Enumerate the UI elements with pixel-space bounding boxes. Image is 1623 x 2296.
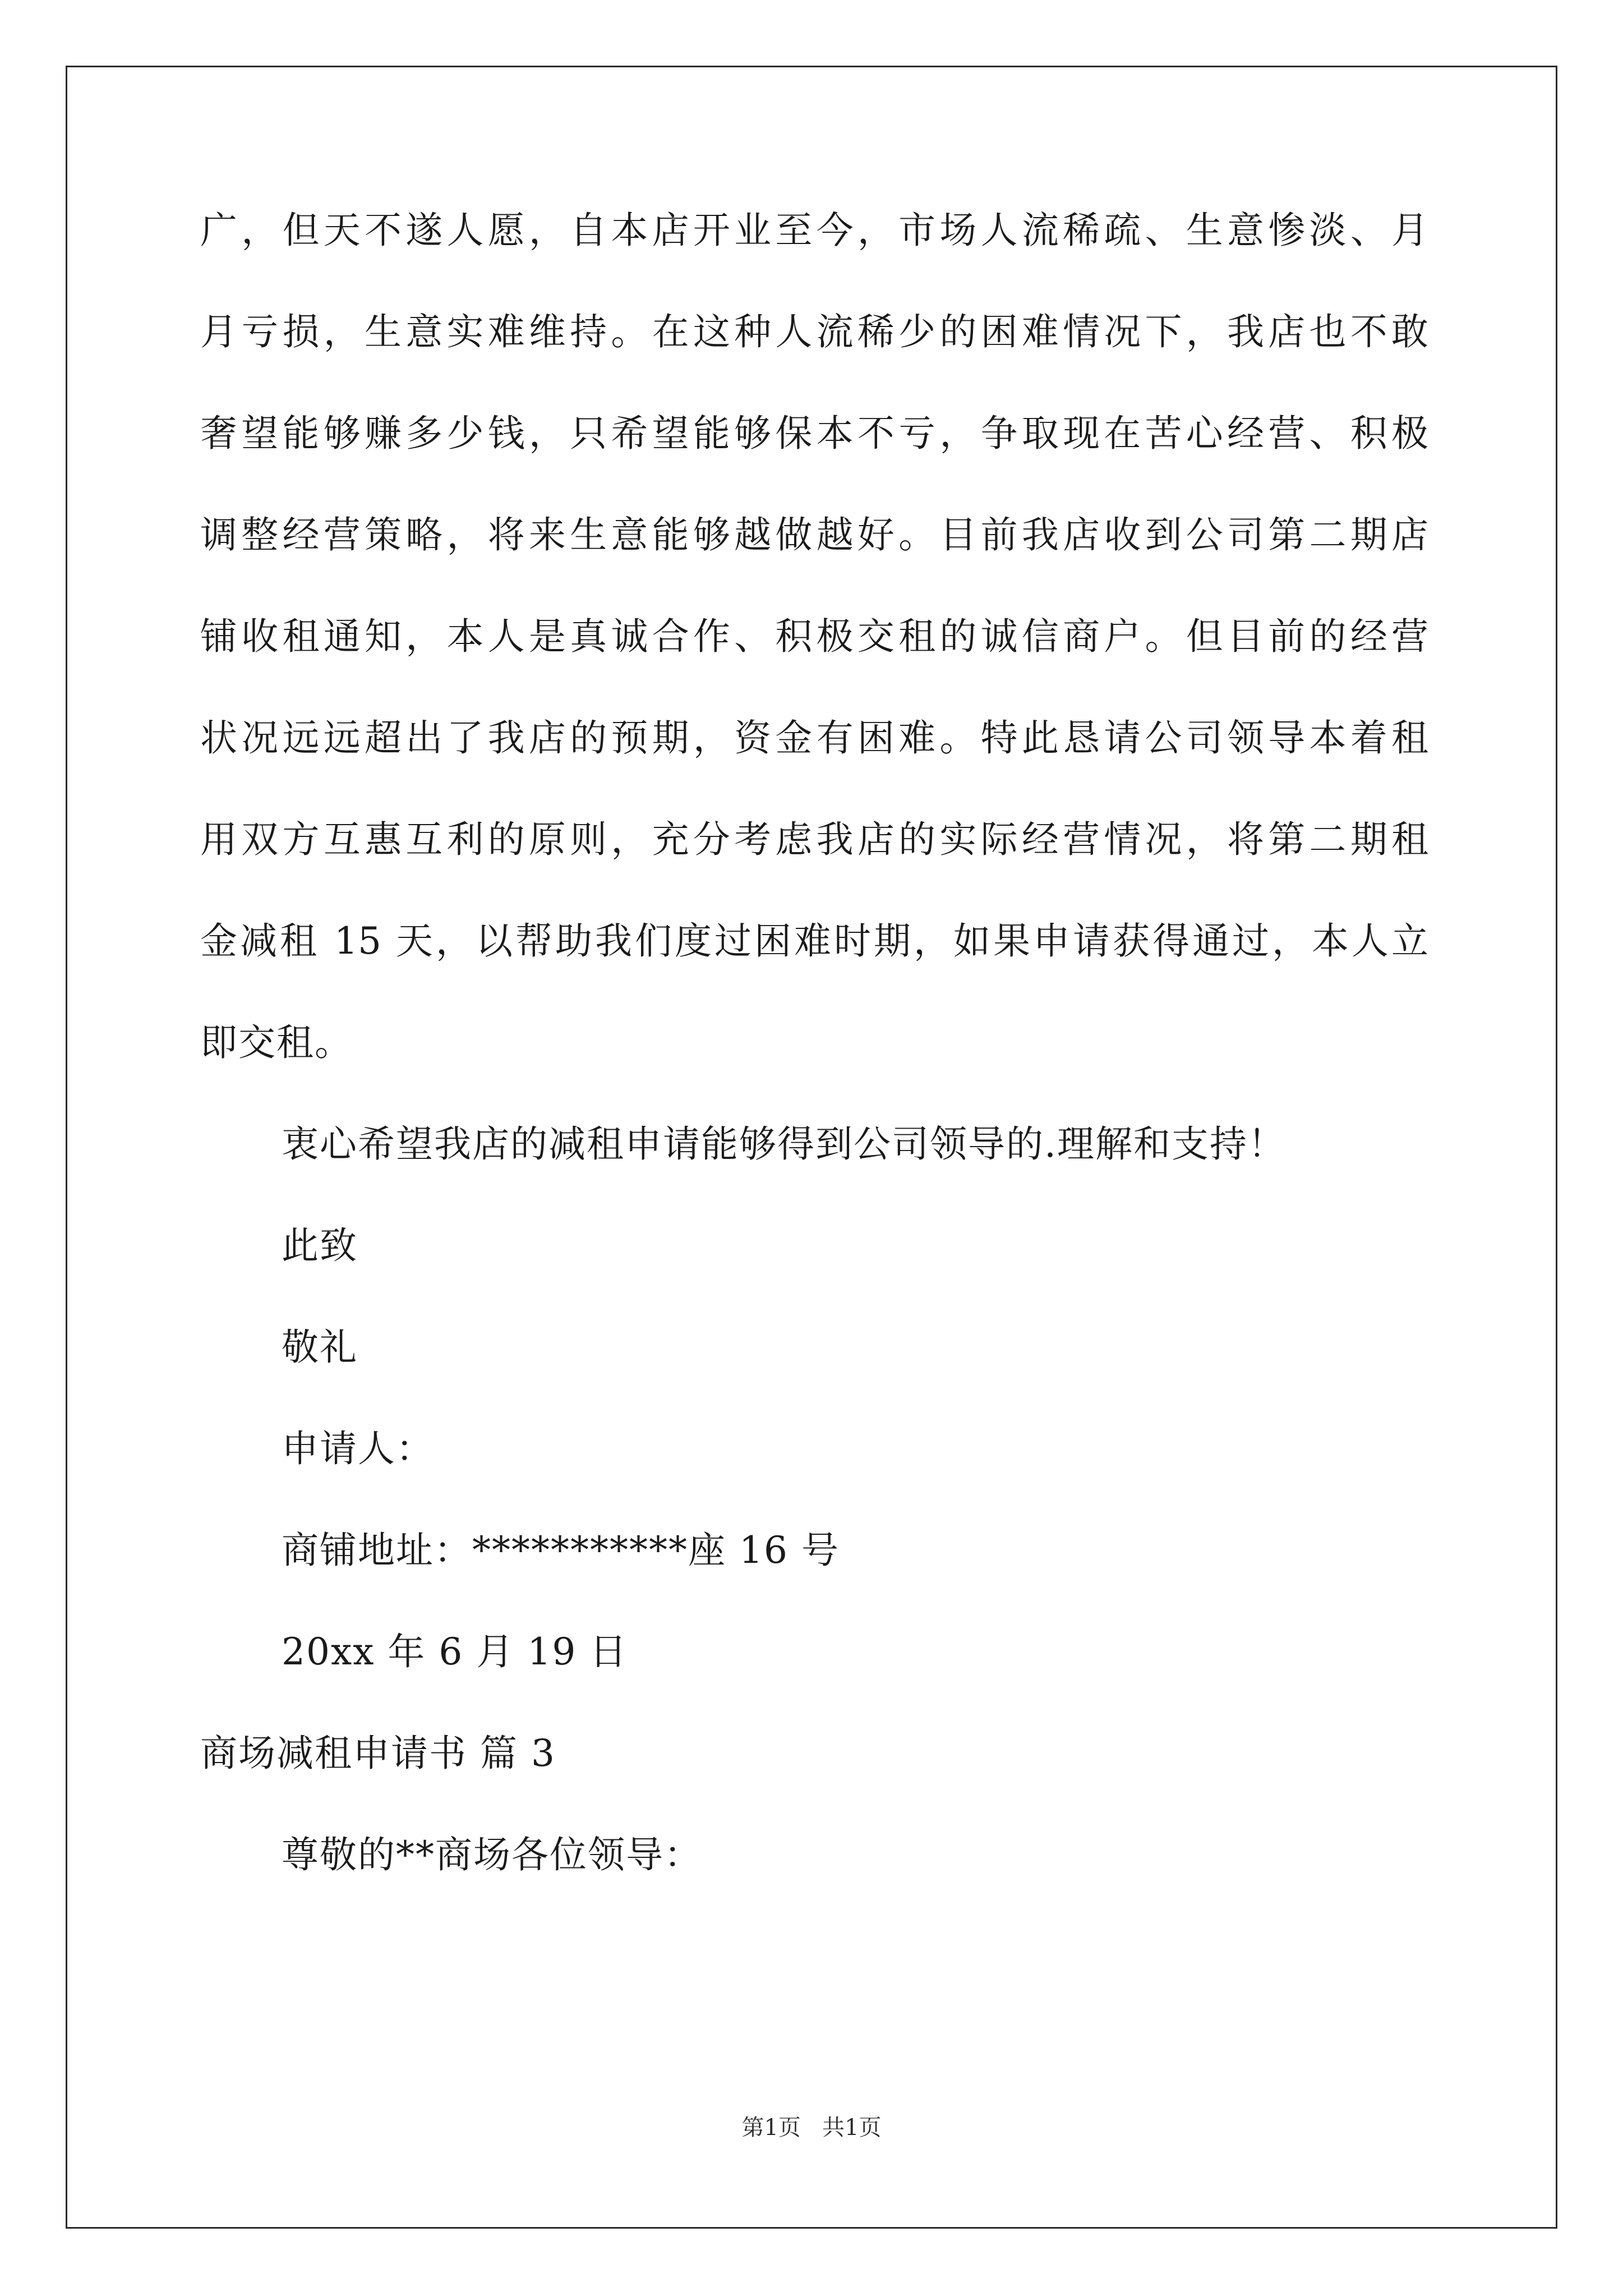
- paragraph-line-8: 金减租 15 天，以帮助我们度过困难时期，如果申请获得通过，本人立: [200, 919, 1428, 963]
- paragraph-line-3: 奢望能够赚多少钱，只希望能够保本不亏，争取现在苦心经营、积极: [200, 412, 1428, 455]
- shop-address: 商铺地址：***********座 16 号: [282, 1529, 840, 1572]
- paragraph-line-7: 用双方互惠互利的原则，充分考虑我店的实际经营情况，将第二期租: [200, 818, 1428, 861]
- closing-wish: 衷心希望我店的减租申请能够得到公司领导的.理解和支持！: [282, 1122, 1286, 1166]
- salutation-jingli: 敬礼: [282, 1326, 358, 1369]
- paragraph-line-2: 月亏损，生意实难维持。在这种人流稀少的困难情况下，我店也不敢: [200, 310, 1428, 353]
- paragraph-line-1: 广，但天不遂人愿，自本店开业至今，市场人流稀疏、生意惨淡、月: [200, 209, 1428, 252]
- paragraph-line-4: 调整经营策略，将来生意能够越做越好。目前我店收到公司第二期店: [200, 513, 1428, 556]
- paragraph-line-6: 状况远远超出了我店的预期，资金有困难。特此恳请公司领导本着租: [200, 716, 1428, 760]
- section-title: 商场减租申请书 篇 3: [200, 1732, 556, 1775]
- document-date: 20xx 年 6 月 19 日: [282, 1630, 628, 1673]
- section-greeting: 尊敬的**商场各位领导：: [282, 1833, 702, 1876]
- salutation-cizhi: 此致: [282, 1224, 358, 1267]
- paragraph-line-5: 铺收租通知，本人是真诚合作、积极交租的诚信商户。但目前的经营: [200, 615, 1428, 658]
- applicant-label: 申请人：: [282, 1427, 434, 1470]
- page-footer: 第1页 共1页: [741, 2115, 882, 2141]
- paragraph-line-9: 即交租。: [200, 1021, 353, 1064]
